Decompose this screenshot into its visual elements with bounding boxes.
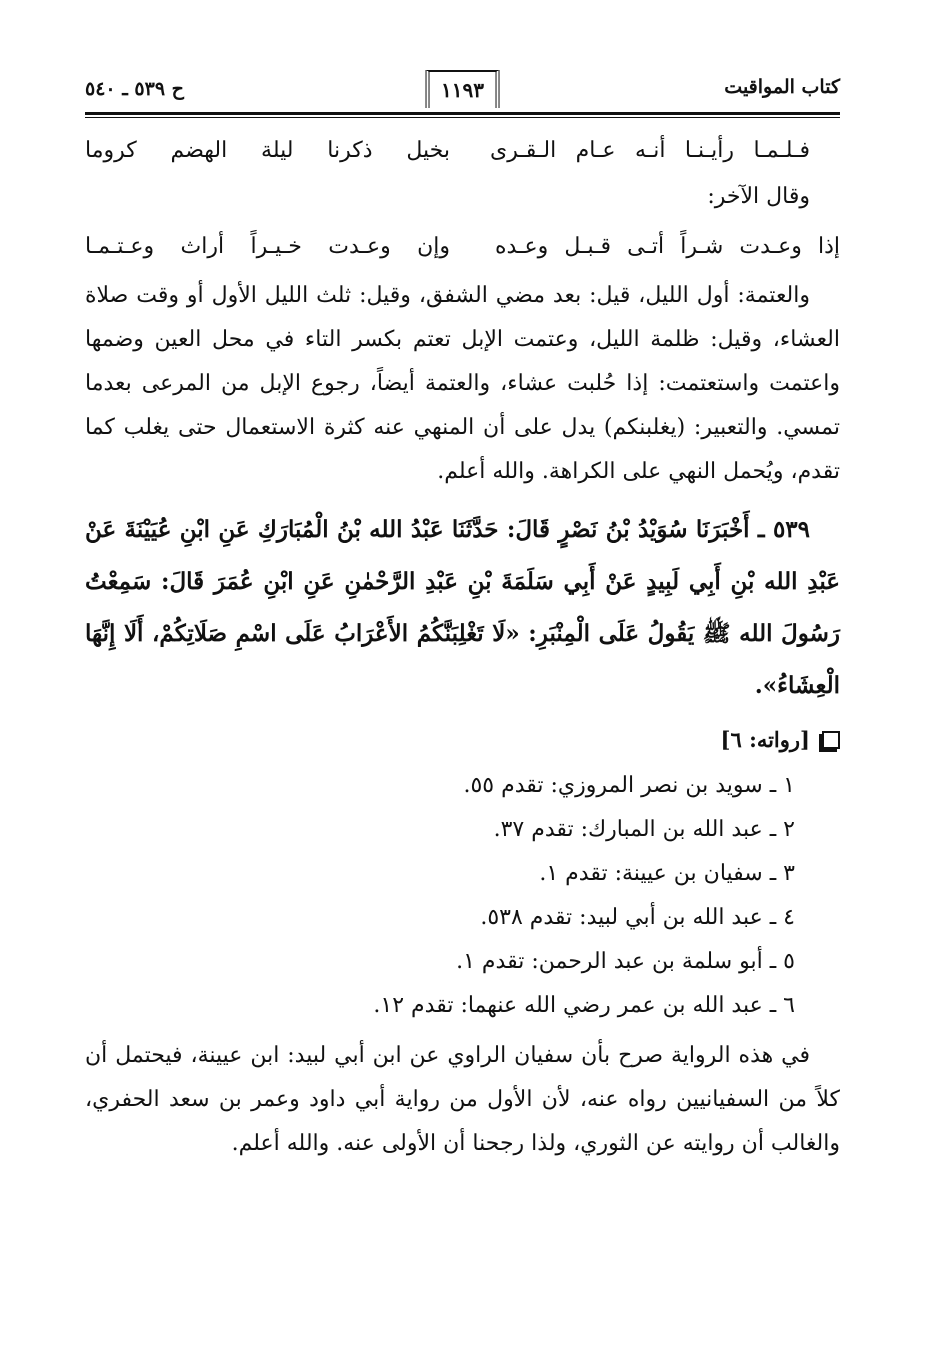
hadith-range: ح ٥٣٩ ـ ٥٤٠ xyxy=(85,78,184,100)
narrator-item: ٦ ـ عبد الله بن عمر رضي الله عنهما: تقدم ١٢. xyxy=(373,993,795,1018)
narrator-item: ٢ ـ عبد الله بن المبارك: تقدم ٣٧. xyxy=(493,817,795,842)
square-bullet-icon xyxy=(822,731,840,749)
verse-2 xyxy=(85,228,840,266)
intro-line: وقال الآخر: xyxy=(707,184,810,209)
page-number: ١١٩٣ xyxy=(425,70,500,108)
verse-2-second-hemistich: وإن وعـدت خـيـراً أراث وعـتـمـا xyxy=(85,234,450,259)
book-title: كتاب المواقيت xyxy=(724,76,840,98)
narrator-item: ١ ـ سويد بن نصر المروزي: تقدم ٥٥. xyxy=(463,773,795,798)
page-header xyxy=(85,70,840,118)
narrator-item: ٣ ـ سفيان بن عيينة: تقدم ١. xyxy=(539,861,795,886)
hadith-text: ٥٣٩ ـ أَخْبَرَنَا سُوَيْدُ بْنُ نَصْرٍ قَالَ: حَدَّثَنَا عَبْدُ الله بْنُ الْمُبَارَكِ عَنِ ابْنِ عُيَيْنَةَ عَنْ عَبْدِ الله بْنِ أَبِي لَبِيدٍ عَنْ أَبِي سَلَمَةَ بْنِ عَبْدِ الرَّحْمٰنِ عَنِ ابْنِ عُمَرَ قَالَ: سَمِعْتُ رَسُولَ الله ﷺ يَقُولُ عَلَى الْمِنْبَرِ: «لَا تَغْلِبَنَّكُمُ الأَعْرَابُ عَلَى اسْمِ صَلَاتِكُمْ، أَلَا إِنَّهَا الْعِشَاءُ». xyxy=(85,516,840,699)
narrator-item: ٥ ـ أبو سلمة بن عبد الرحمن: تقدم ١. xyxy=(456,949,795,974)
conclusion-paragraph: في هذه الرواية صرح بأن سفيان الراوي عن ابن أبي لبيد: ابن عيينة، فيحتمل أن كلاً من السفيانيين رواه عنه، لأن الأول من رواية أبي داود وعمر بن سعد الحفري، والغالب أن روايته عن الثوري، ولذا رجحنا أن الأولى عنه. والله أعلم. xyxy=(85,1043,840,1156)
narrators-title: [رواته: ٦] xyxy=(720,727,810,752)
book-page xyxy=(85,70,840,1166)
narrator-item: ٤ ـ عبد الله بن أبي لبيد: تقدم ٥٣٨. xyxy=(480,905,795,930)
verse-1-first-hemistich: فـلـمـا رأيـنـا أنـه عـام الـقـرى xyxy=(490,138,810,163)
explanation-paragraph: والعتمة: أول الليل، قيل: بعد مضي الشفق، وقيل: ثلث الليل الأول أو وقت صلاة العشاء، وقيل: ظلمة الليل، وعتمت الإبل تعتم بكسر التاء في محل العين وضمها واعتمت واستعتمت: إذا حُلبت عشاء، والعتمة أيضاً، رجوع الإبل من المرعى بعدما تمسي. والتعبير: (يغلبنكم) يدل على أن المنهي عنه كثرة الاستعمال حتى يغلب كما تقدم، ويُحمل النهي على الكراهة. والله أعلم. xyxy=(85,283,840,484)
narrators-list xyxy=(85,764,840,1028)
verse-1-second-hemistich: بخيل ذكرنا ليلة الهضم كروما xyxy=(85,138,450,163)
header-rule xyxy=(85,112,840,118)
verse-2-first-hemistich: إذا وعـدت شـراً أتـى قـبـل وعـده xyxy=(495,234,840,259)
verse-1 xyxy=(85,132,840,170)
narrators-heading xyxy=(85,722,840,758)
